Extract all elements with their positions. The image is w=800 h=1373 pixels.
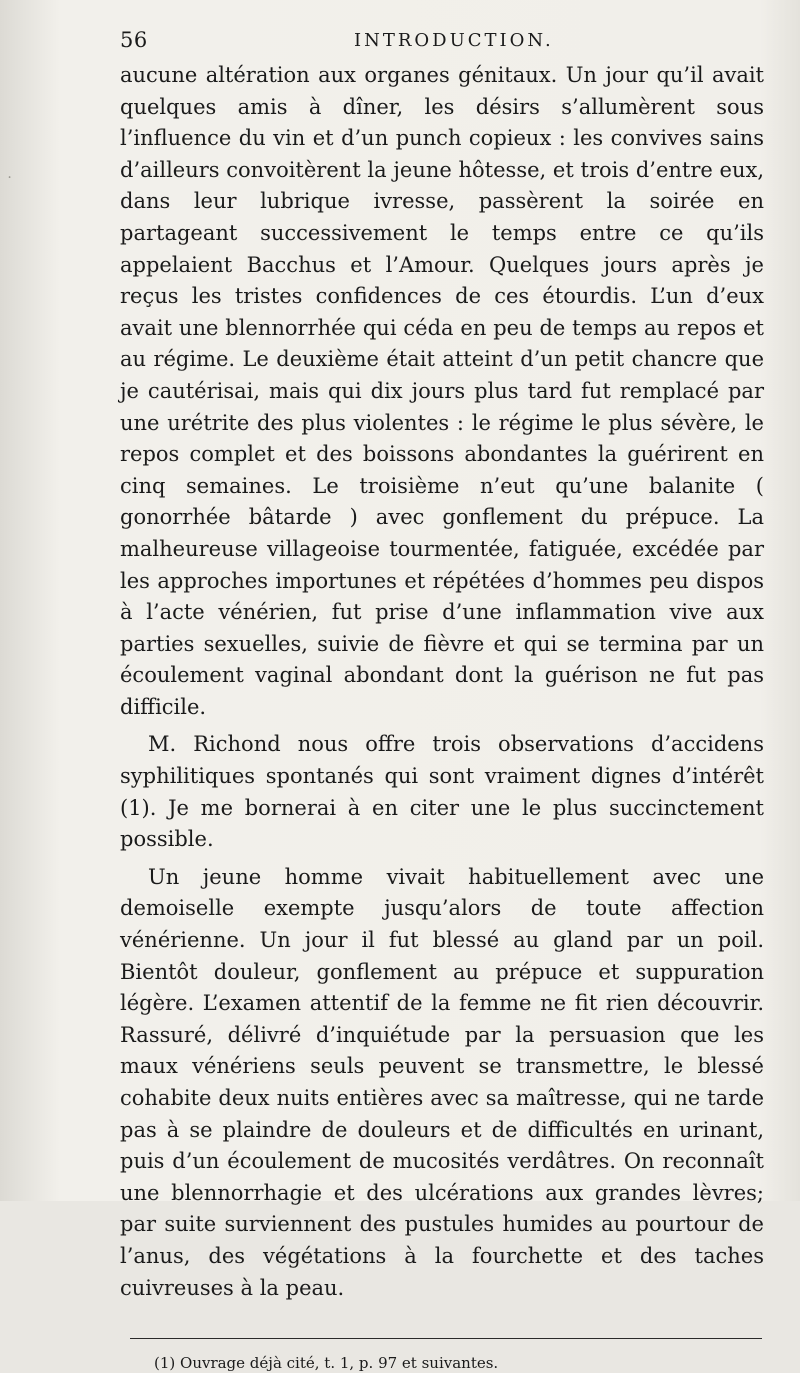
running-head [120, 28, 764, 60]
body-text [120, 60, 764, 1304]
paragraph-richond: M. Richond nous offre trois observations d’accidens syphilitiques spontanés qui sont vraiment dignes d’intérêt (1). Je me bornerai à en citer une le plus succinctement possible. [120, 732, 764, 852]
margin-mark: · [6, 170, 12, 186]
footnote-rule [130, 1338, 762, 1339]
page-number: 56 [120, 28, 148, 52]
paragraph-case: Un jeune homme vivait habituellement avec une demoiselle exempte jusqu’alors de toute affection vénérienne. Un jour il fut blessé au gland par un poil. Bientôt douleur, gonflement au prépuce et suppuration légère. L’examen attentif de la femme ne fit rien découvrir. Rassuré, délivré d’inquiétude par la persuasion que les maux vénériens seuls peuvent se transmettre, le blessé cohabite deux nuits entières avec sa maîtresse, qui ne tarde pas à se plaindre de douleurs et de difficultés en urinant, puis d’un écoulement de mucosités verdâtres. On reconnaît une blennorrhagie et des ulcérations aux grandes lèvres; par suite surviennent des pustules humides au pourtour de l’anus, des végétations à la fourchette et des taches cuivreuses à la peau. [120, 864, 764, 1300]
paragraph-continued: aucune altération aux organes génitaux. Un jour qu’il avait quelques amis à dîner, les désirs s’allumèrent sous l’influence du vin et d’un punch copieux : les convives sains d’ailleurs convoitèrent la jeune hôtesse, et trois d’entre eux, dans leur lubrique ivresse, passèrent la soirée en partageant successivement le temps entre ce qu’ils appelaient Bacchus et l’Amour. Quelques jours après je reçus les tristes confidences de ces étourdis. L’un d’eux avait une blennorrhée qui céda en peu de temps au repos et au régime. Le deuxième était atteint d’un petit chancre que je cautérisai, mais qui dix jours plus tard fut remplacé par une urétrite des plus violentes : le régime le plus sévère, le repos complet et des boissons abondantes la guérirent en cinq semaines. Le troisième n’eut qu’une balanite ( gonorrhée bâtarde ) avec gonflement du prépuce. La malheureuse villageoise tourmentée, fatiguée, excédée par les approches importunes et répétées d’hommes peu dispos à l’acte vénérien, fut prise d’une inflammation vive aux parties sexuelles, suivie de fièvre et qui se termina par un écoulement vaginal abondant dont la guérison ne fut pas difficile. [120, 63, 764, 719]
footnote: (1) Ouvrage déjà cité, t. 1, p. 97 et suivantes. [154, 1354, 499, 1373]
running-title: INTRODUCTION. [354, 30, 554, 51]
